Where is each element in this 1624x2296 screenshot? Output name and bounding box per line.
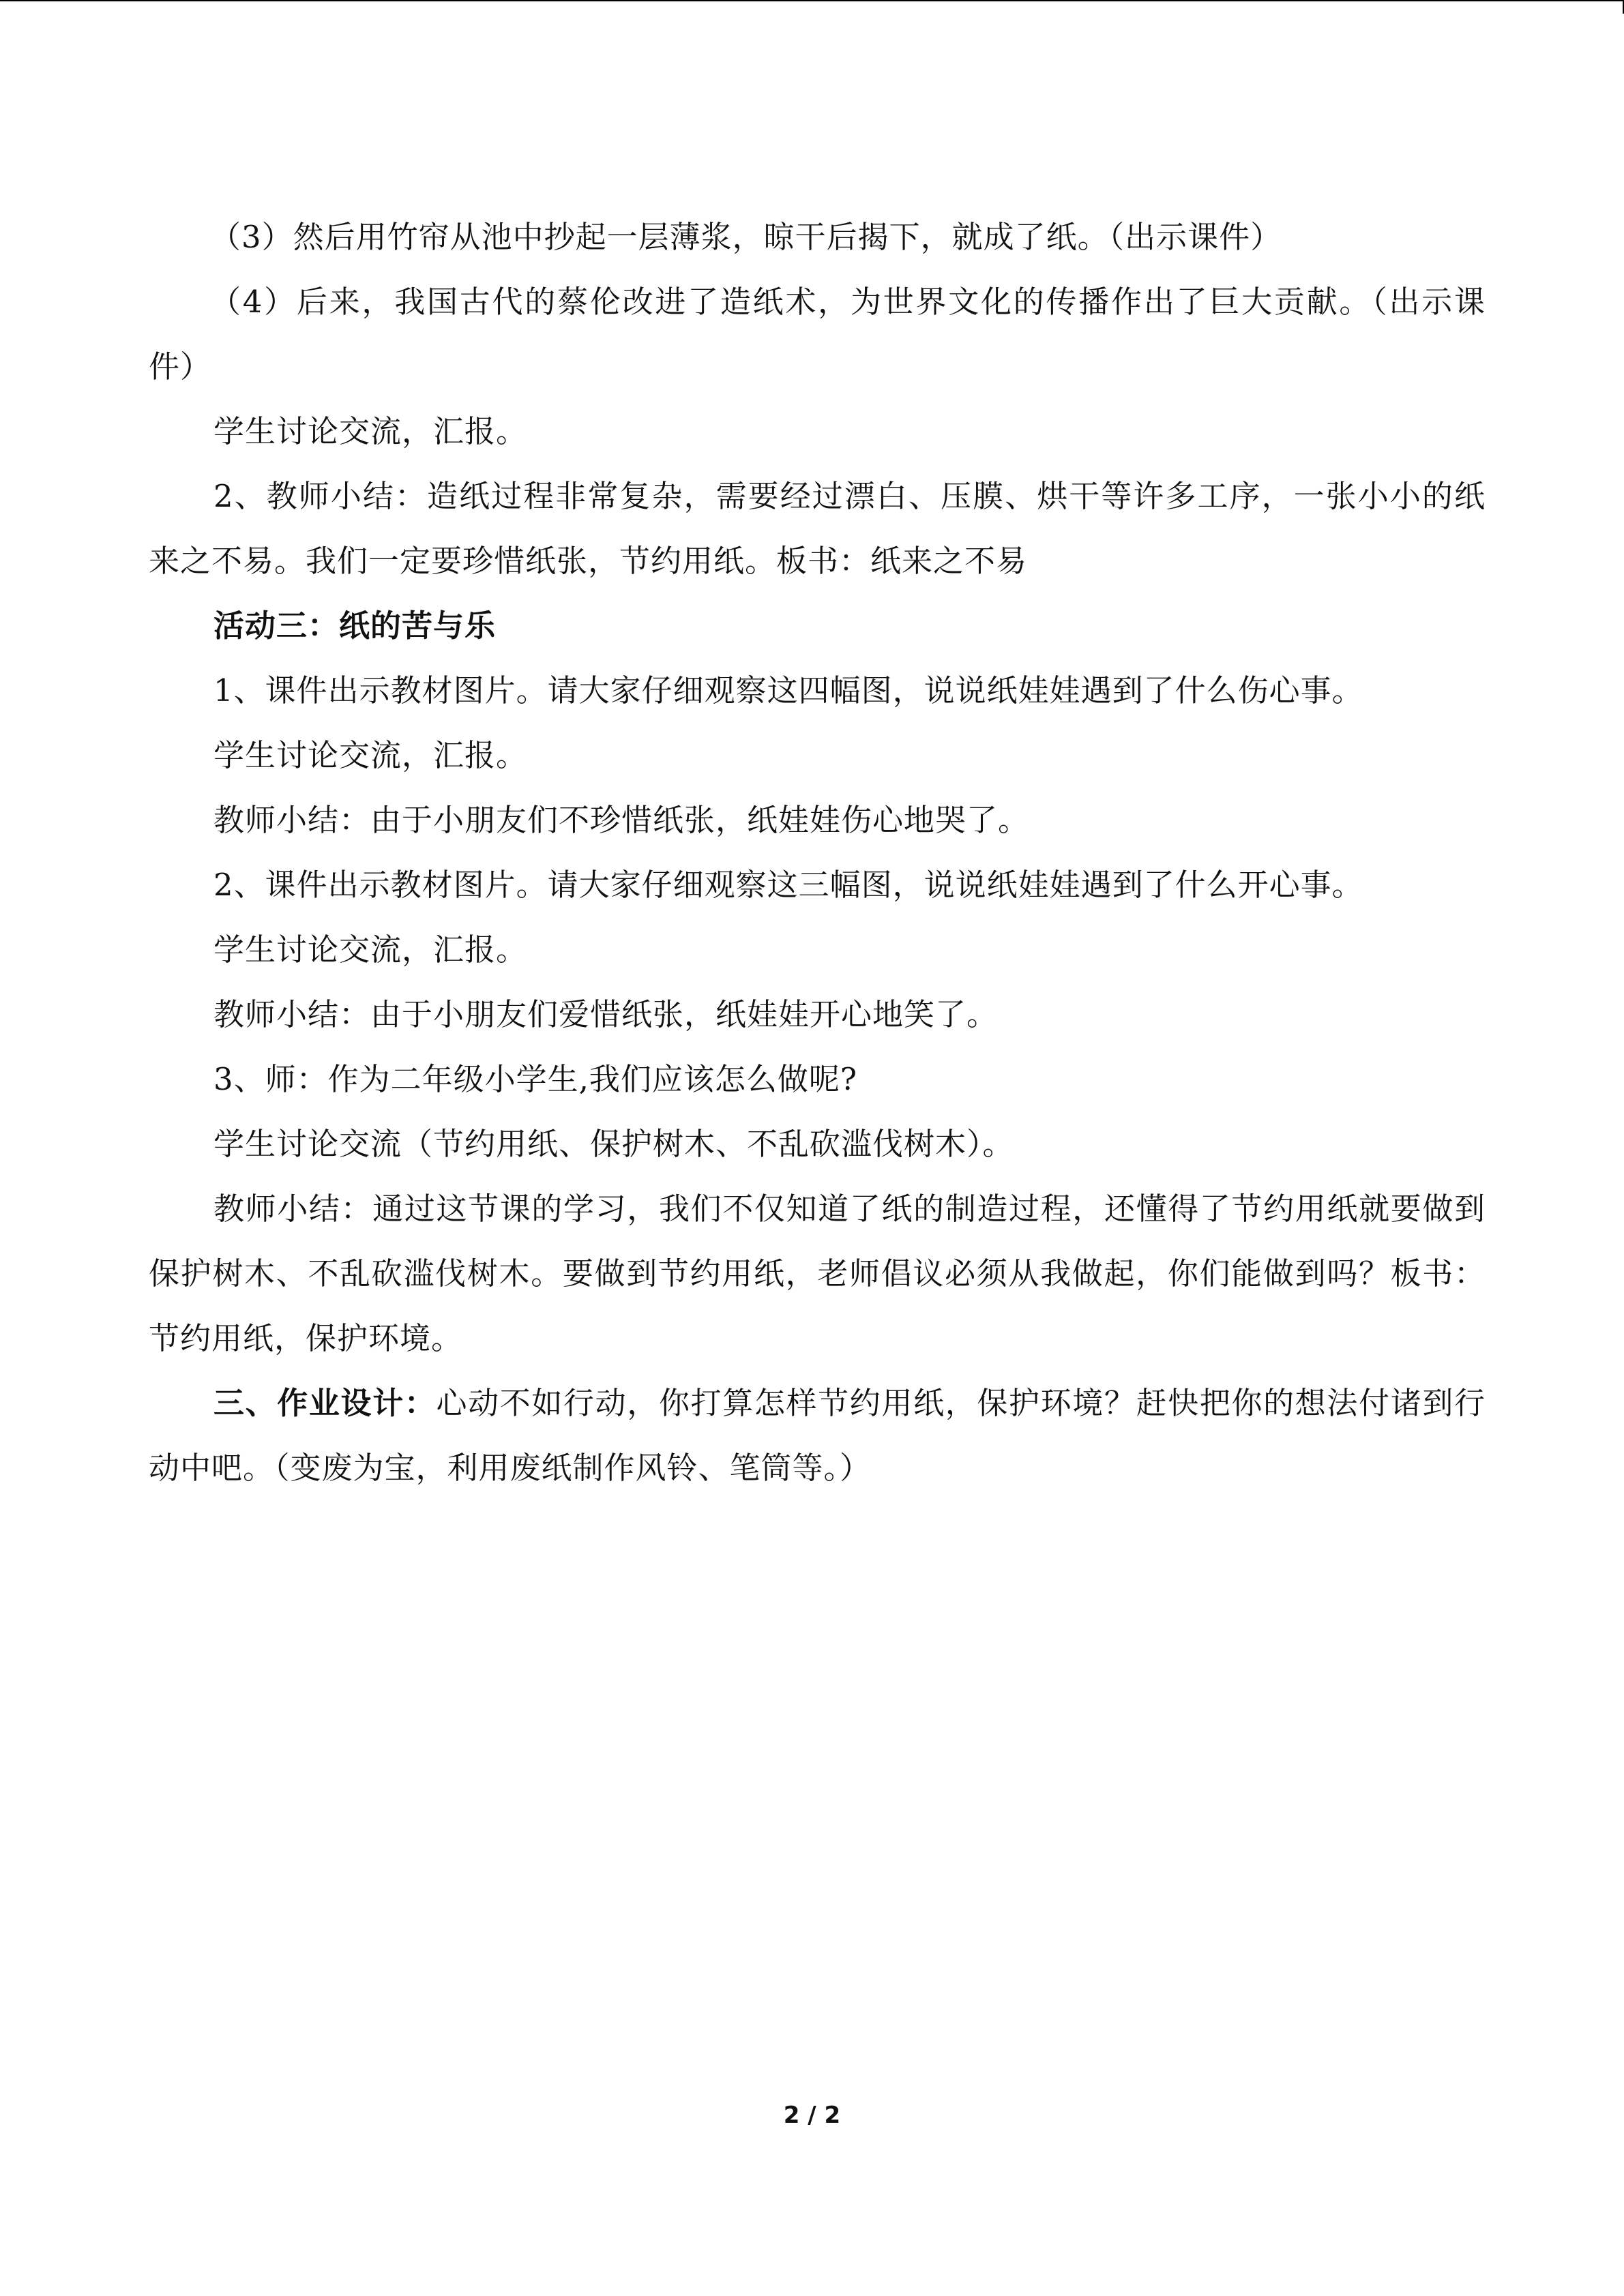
document-body [149,205,1486,1500]
paragraph-discussion: 学生讨论交流，汇报。 [213,931,528,968]
paragraph-discussion: 学生讨论交流，汇报。 [213,413,528,449]
paragraph-activity-3-item-1: 1、课件出示教材图片。请大家仔细观察这四幅图，说说纸娃娃遇到了什么伤心事。 [213,672,1363,709]
paragraph-step-4: （4）后来，我国古代的蔡伦改进了造纸术，为世界文化的传播作出了巨大贡献。（出示课件） [149,284,1486,385]
page-top-border [0,0,1623,1]
homework-heading: 三、作业设计： [213,1385,437,1421]
paragraph-teacher-summary: 教师小结：由于小朋友们不珍惜纸张，纸娃娃伤心地哭了。 [213,802,1030,838]
paragraph-activity-3-item-3: 3、师：作为二年级小学生,我们应该怎么做呢? [213,1061,858,1097]
section-heading-activity-3: 活动三：纸的苦与乐 [213,608,497,644]
homework-text: 心动不如行动，你打算怎样节约用纸，保护环境？赶快把你的想法付诸到行动中吧。（变废为宝，利用废纸制作风铃、笔筒等。） [149,1385,1486,1486]
paragraph-discussion: 学生讨论交流（节约用纸、保护树木、不乱砍滥伐树木）。 [213,1126,1014,1162]
paragraph-activity-3-item-2: 2、课件出示教材图片。请大家仔细观察这三幅图，说说纸娃娃遇到了什么开心事。 [213,867,1363,903]
paragraph-teacher-summary: 教师小结：由于小朋友们爱惜纸张，纸娃娃开心地笑了。 [213,996,999,1032]
paragraph-summary-2: 2、教师小结：造纸过程非常复杂，需要经过漂白、压膜、烘干等许多工序，一张小小的纸来之不易。我们一定要珍惜纸张，节约用纸。板书：纸来之不易 [149,478,1486,579]
paragraph-teacher-summary: 教师小结：通过这节课的学习，我们不仅知道了纸的制造过程，还懂得了节约用纸就要做到保护树木、不乱砍滥伐树木。要做到节约用纸，老师倡议必须从我做起，你们能做到吗？板书：节约用纸，保护环境。 [149,1191,1486,1356]
paragraph-step-3: （3）然后用竹帘从池中抄起一层薄浆，晾干后揭下，就成了纸。（出示课件） [210,219,1282,255]
page-number: 2 / 2 [783,2102,841,2129]
paragraph-discussion: 学生讨论交流，汇报。 [213,737,528,773]
paragraph-homework [149,1371,1486,1500]
